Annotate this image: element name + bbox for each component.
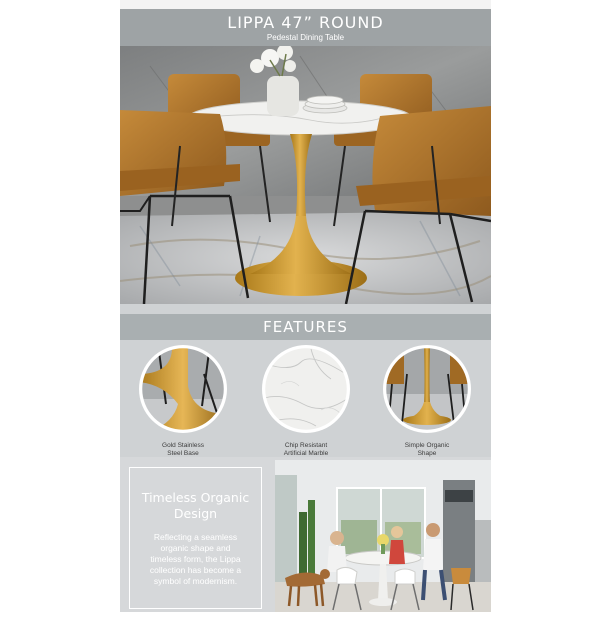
promo-text-box	[129, 467, 262, 609]
product-subtitle: Pedestal Dining Table	[266, 33, 345, 42]
promo-body	[142, 532, 249, 587]
promo-body-line: symbol of modernism.	[153, 576, 238, 586]
product-title: LIPPA 47” ROUND	[227, 13, 384, 32]
feature-label-line2: Shape	[417, 450, 437, 457]
marble-closeup-image	[261, 344, 351, 434]
feature-marble-top	[258, 344, 354, 458]
kitchen-lifestyle-image	[275, 460, 491, 612]
top-strip	[120, 0, 491, 9]
feature-label-line2: Artificial Marble	[283, 450, 329, 457]
promo-heading	[130, 490, 261, 522]
dining-scene	[120, 46, 491, 304]
feature-label-line1: Chip Resistant	[284, 442, 328, 449]
feature-label-line2: Steel Base	[167, 450, 199, 457]
promo-body-line: collection has become a	[149, 565, 242, 575]
hero-product-image	[120, 0, 491, 304]
features-section	[120, 304, 491, 457]
promo-body-line: organic shape and	[160, 543, 231, 553]
feature-organic-shape	[379, 344, 475, 458]
organic-shape-closeup-image	[382, 344, 472, 434]
promo-heading-line1: Timeless Organic	[141, 490, 250, 505]
promo-section	[120, 457, 491, 612]
promo-body-line: timeless form, the Lippa	[150, 554, 241, 564]
gold-base-closeup-image	[138, 344, 228, 434]
feature-label-line1: Simple Organic	[404, 442, 450, 449]
title-band	[120, 9, 491, 46]
feature-label-line1: Gold Stainless	[162, 442, 204, 449]
features-heading: FEATURES	[120, 314, 491, 340]
feature-gold-base	[135, 344, 231, 458]
promo-body-line: Reflecting a seamless	[153, 532, 238, 542]
promo-heading-line2: Design	[173, 506, 218, 521]
